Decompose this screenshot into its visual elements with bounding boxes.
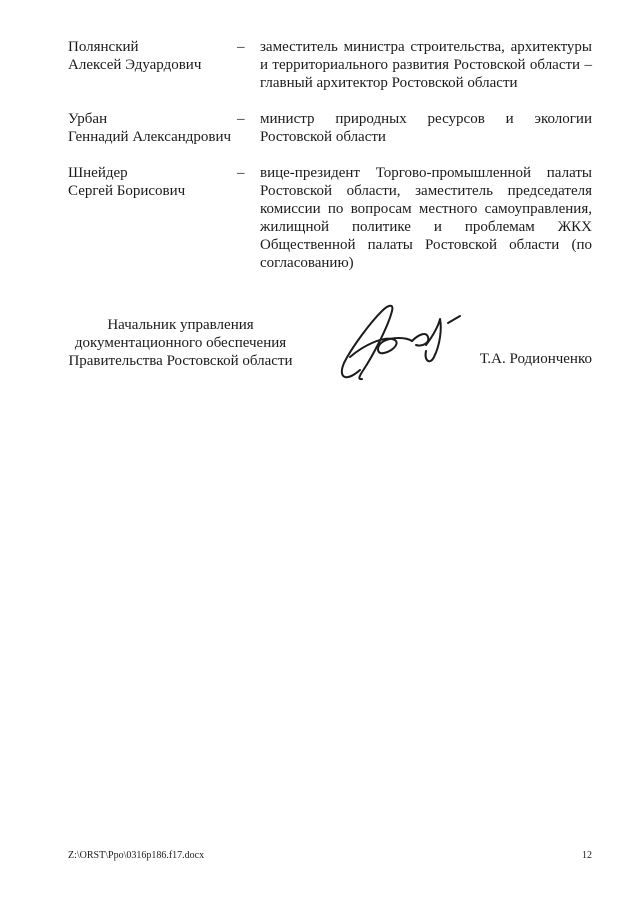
page-number: 12 [582, 850, 592, 861]
official-name [68, 38, 237, 74]
official-position: заместитель министра строительства, архитектуры и территориального развития Ростовской области – главный архитектор Ростовской области [260, 39, 592, 91]
officials-list [68, 38, 592, 290]
signatory-name: Т.А. Родионченко [479, 351, 592, 367]
handwritten-signature-icon [330, 295, 470, 390]
official-entry [68, 38, 592, 92]
official-surname: Полянский [68, 39, 139, 55]
dash-separator: – [237, 39, 245, 55]
page-footer [68, 849, 592, 862]
official-position: вице-президент Торгово-промышленной палаты Ростовской области, заместитель председателя комиссии по вопросам местного самоуправления, жилищной политике и проблемам ЖКХ Общественной палаты Ростовской области (по согласованию) [260, 165, 592, 271]
official-name [68, 110, 237, 146]
official-given-names: Геннадий Александрович [68, 129, 232, 145]
official-position: министр природных ресурсов и экологии Ростовской области [260, 111, 592, 145]
signature-block [63, 316, 592, 416]
official-surname: Шнейдер [68, 165, 128, 181]
dash-separator: – [237, 165, 245, 181]
signatory-title: Начальник управления документационного обеспечения Правительства Ростовской области [68, 317, 293, 369]
official-given-names: Сергей Борисович [68, 183, 186, 199]
official-name [68, 164, 237, 200]
dash-separator: – [237, 111, 245, 127]
official-given-names: Алексей Эдуардович [68, 57, 202, 73]
document-file-path: Z:\ORST\Ppo\0316p186.f17.docx [68, 850, 205, 861]
official-entry [68, 110, 592, 146]
official-entry [68, 164, 592, 272]
official-surname: Урбан [68, 111, 108, 127]
